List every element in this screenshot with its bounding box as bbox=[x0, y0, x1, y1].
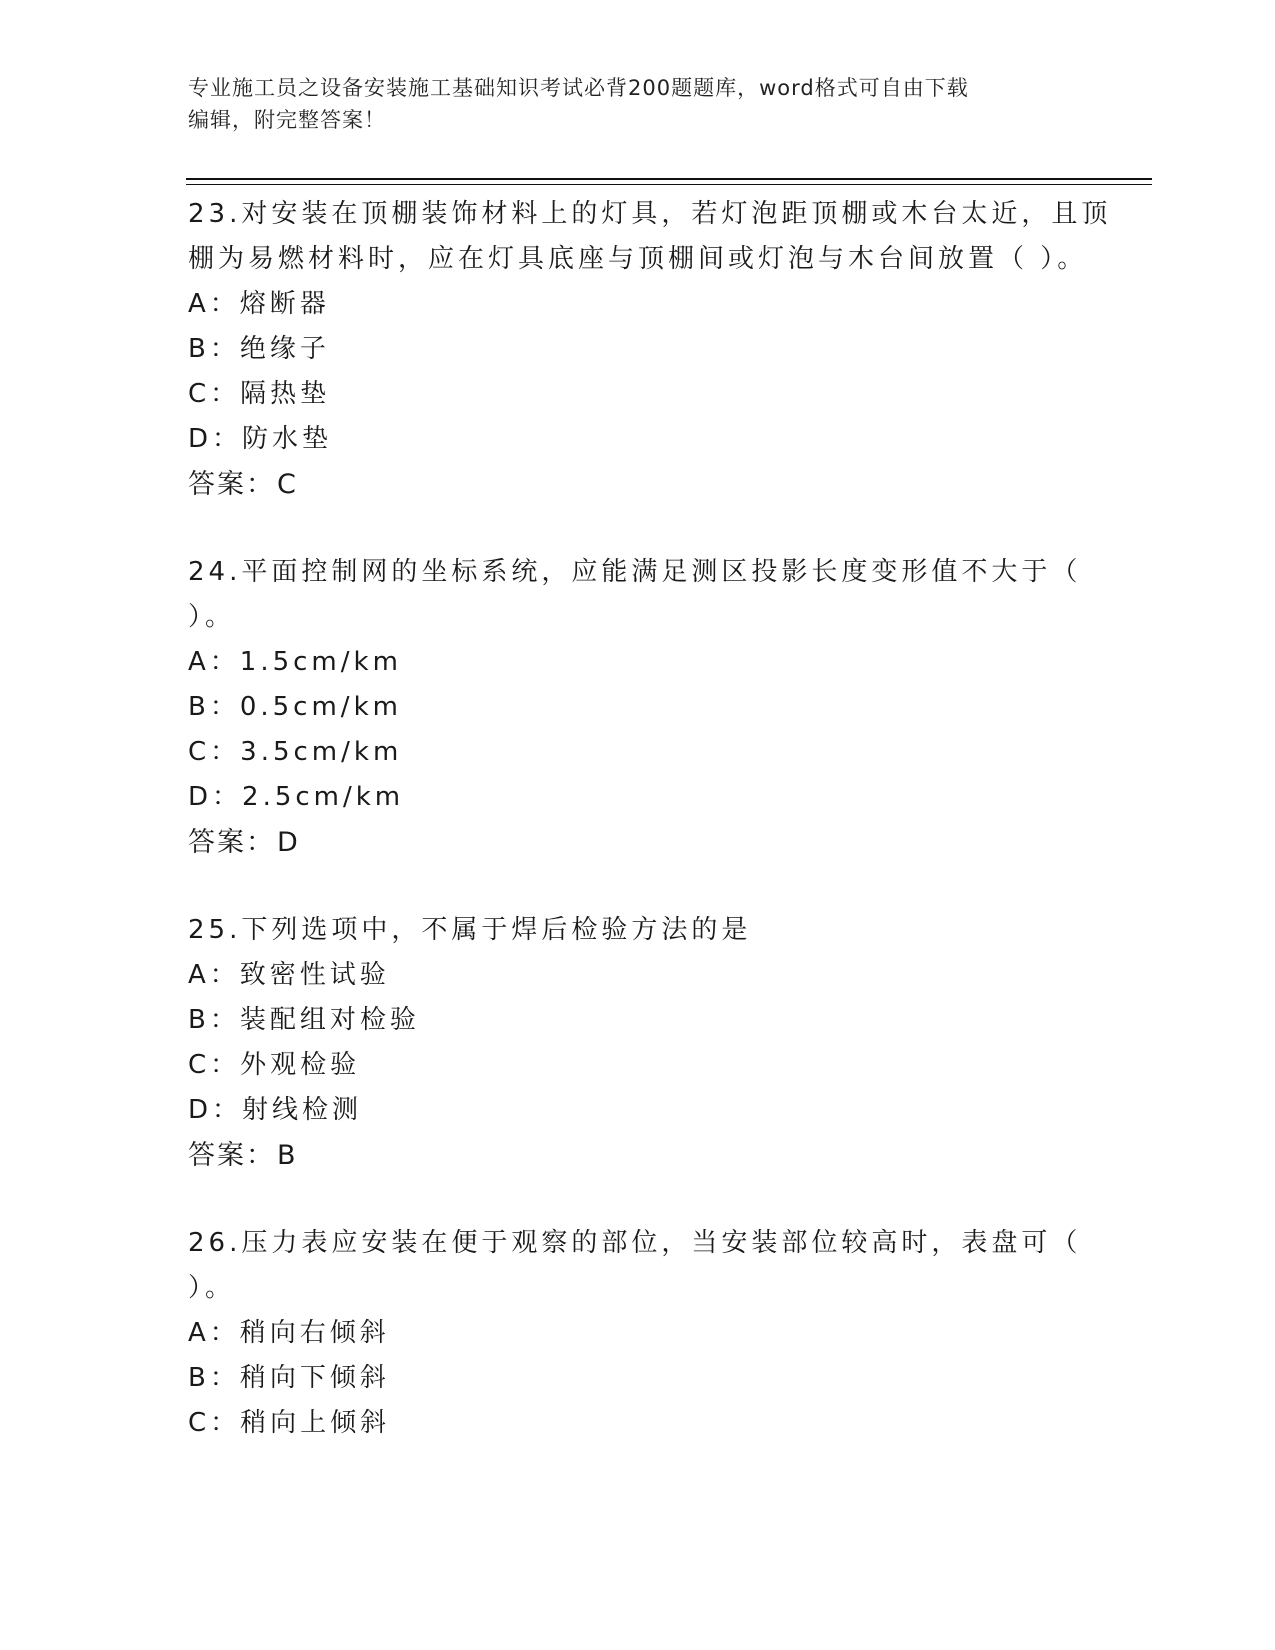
header-divider-thick bbox=[186, 178, 1152, 180]
question-stem-line: 23.对安装在顶棚装饰材料上的灯具，若灯泡距顶棚或木台太近，且顶 bbox=[188, 199, 1112, 229]
question-stem bbox=[188, 908, 1088, 953]
option-a: A：致密性试验 bbox=[188, 960, 390, 990]
question-stem-line: 26.压力表应安装在便于观察的部位，当安装部位较高时，表盘可（ bbox=[188, 1228, 1082, 1258]
option-b: B：稍向下倾斜 bbox=[188, 1363, 390, 1393]
option-b: B：装配组对检验 bbox=[188, 1005, 420, 1035]
option-d: D：2.5cm/km bbox=[188, 782, 405, 812]
question-24 bbox=[188, 550, 1088, 866]
question-25 bbox=[188, 908, 1088, 1179]
question-stem-line: ）。 bbox=[188, 1273, 236, 1303]
option-c: C：3.5cm/km bbox=[188, 737, 403, 767]
option-d: D：防水垫 bbox=[188, 424, 333, 454]
answer-label: 答案： bbox=[188, 827, 275, 858]
question-stem-line: 24.平面控制网的坐标系统，应能满足测区投影长度变形值不大于（ bbox=[188, 557, 1082, 587]
question-stem-line: 棚为易燃材料时，应在灯具底座与顶棚间或灯泡与木台间放置（ ）。 bbox=[188, 244, 1088, 274]
option-a: A：1.5cm/km bbox=[188, 647, 402, 677]
option-c: C：外观检验 bbox=[188, 1050, 361, 1080]
answer-line bbox=[188, 1133, 1088, 1179]
option-c: C：隔热垫 bbox=[188, 379, 331, 409]
question-stem-line: ）。 bbox=[188, 602, 236, 632]
answer-value: C bbox=[277, 469, 298, 500]
answer-value: B bbox=[277, 1140, 298, 1171]
header-divider-thin bbox=[186, 184, 1152, 185]
question-26 bbox=[188, 1221, 1088, 1446]
question-23 bbox=[188, 192, 1112, 508]
header-line-1: 专业施工员之设备安装施工基础知识考试必背200题题库，word格式可自由下载 bbox=[188, 76, 969, 100]
option-a: A：稍向右倾斜 bbox=[188, 1318, 390, 1348]
question-stem bbox=[188, 1221, 1088, 1311]
option-b: B：绝缘子 bbox=[188, 334, 330, 364]
answer-value: D bbox=[277, 827, 300, 858]
answer-label: 答案： bbox=[188, 469, 275, 500]
question-stem bbox=[188, 192, 1112, 282]
answer-line bbox=[188, 462, 1088, 508]
question-stem-line: 25.下列选项中，不属于焊后检验方法的是 bbox=[188, 915, 752, 945]
option-a: A：熔断器 bbox=[188, 289, 330, 319]
option-b: B：0.5cm/km bbox=[188, 692, 402, 722]
document-header bbox=[188, 72, 1088, 136]
option-c: C：稍向上倾斜 bbox=[188, 1408, 391, 1438]
answer-label: 答案： bbox=[188, 1140, 275, 1171]
question-stem bbox=[188, 550, 1088, 640]
question-list bbox=[188, 192, 1112, 1488]
header-line-2: 编辑，附完整答案！ bbox=[188, 108, 386, 132]
option-d: D：射线检测 bbox=[188, 1095, 363, 1125]
answer-line bbox=[188, 820, 1088, 866]
